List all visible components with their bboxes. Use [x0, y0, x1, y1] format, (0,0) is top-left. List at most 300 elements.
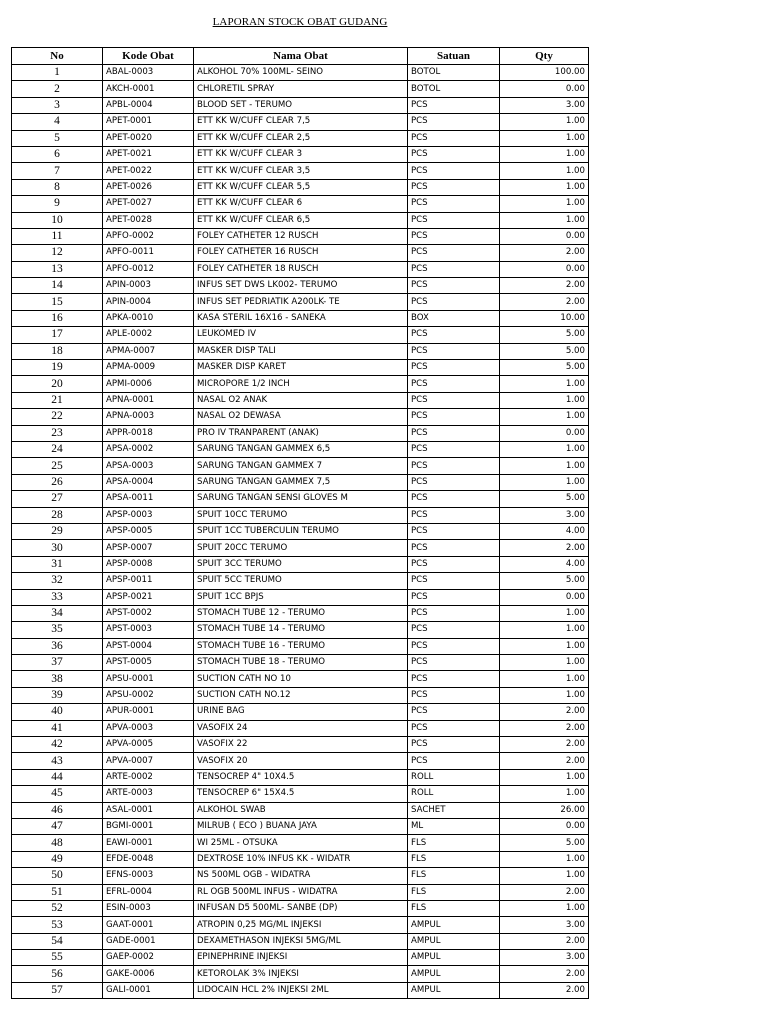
- cell-nama-obat: ETT KK W/CUFF CLEAR 6,5: [194, 212, 408, 228]
- cell-no: 56: [12, 966, 103, 982]
- cell-no: 23: [12, 425, 103, 441]
- cell-no: 48: [12, 835, 103, 851]
- cell-satuan: PCS: [408, 687, 500, 703]
- table-row: [12, 851, 589, 867]
- cell-satuan: FLS: [408, 868, 500, 884]
- cell-nama-obat: MICROPORE 1/2 INCH: [194, 376, 408, 392]
- cell-no: 3: [12, 97, 103, 113]
- cell-nama-obat: NASAL O2 DEWASA: [194, 409, 408, 425]
- table-row: [12, 933, 589, 949]
- cell-qty: 1.00: [500, 786, 589, 802]
- table-row: [12, 278, 589, 294]
- cell-nama-obat: WI 25ML - OTSUKA: [194, 835, 408, 851]
- table-row: [12, 163, 589, 179]
- cell-no: 49: [12, 851, 103, 867]
- cell-kode-obat: APET-0028: [103, 212, 194, 228]
- cell-kode-obat: APET-0020: [103, 130, 194, 146]
- cell-kode-obat: APET-0022: [103, 163, 194, 179]
- cell-nama-obat: VASOFIX 22: [194, 737, 408, 753]
- cell-kode-obat: APNA-0003: [103, 409, 194, 425]
- cell-satuan: PCS: [408, 523, 500, 539]
- cell-no: 17: [12, 327, 103, 343]
- cell-nama-obat: ETT KK W/CUFF CLEAR 7,5: [194, 114, 408, 130]
- table-row: [12, 769, 589, 785]
- cell-nama-obat: BLOOD SET - TERUMO: [194, 97, 408, 113]
- table-row: [12, 458, 589, 474]
- cell-qty: 0.00: [500, 228, 589, 244]
- cell-satuan: PCS: [408, 360, 500, 376]
- cell-qty: 2.00: [500, 704, 589, 720]
- cell-no: 20: [12, 376, 103, 392]
- cell-kode-obat: EFDE-0048: [103, 851, 194, 867]
- cell-qty: 1.00: [500, 638, 589, 654]
- table-row: [12, 491, 589, 507]
- cell-qty: 1.00: [500, 130, 589, 146]
- cell-no: 36: [12, 638, 103, 654]
- cell-qty: 1.00: [500, 769, 589, 785]
- cell-satuan: ML: [408, 818, 500, 834]
- cell-satuan: PCS: [408, 261, 500, 277]
- cell-satuan: PCS: [408, 278, 500, 294]
- cell-nama-obat: LIDOCAIN HCL 2% INJEKSI 2ML: [194, 982, 408, 998]
- cell-satuan: FLS: [408, 884, 500, 900]
- cell-satuan: BOTOL: [408, 65, 500, 81]
- cell-satuan: PCS: [408, 245, 500, 261]
- cell-no: 55: [12, 950, 103, 966]
- table-row: [12, 196, 589, 212]
- cell-satuan: PCS: [408, 130, 500, 146]
- cell-satuan: AMPUL: [408, 933, 500, 949]
- cell-kode-obat: APSP-0007: [103, 540, 194, 556]
- cell-kode-obat: APKA-0010: [103, 310, 194, 326]
- table-row: [12, 114, 589, 130]
- cell-kode-obat: APSP-0005: [103, 523, 194, 539]
- cell-nama-obat: ETT KK W/CUFF CLEAR 5,5: [194, 179, 408, 195]
- cell-kode-obat: APSP-0021: [103, 589, 194, 605]
- cell-qty: 1.00: [500, 458, 589, 474]
- table-row: [12, 884, 589, 900]
- cell-qty: 2.00: [500, 294, 589, 310]
- cell-kode-obat: ARTE-0003: [103, 786, 194, 802]
- table-row: [12, 802, 589, 818]
- cell-nama-obat: DEXAMETHASON INJEKSI 5MG/ML: [194, 933, 408, 949]
- cell-no: 24: [12, 441, 103, 457]
- cell-qty: 0.00: [500, 81, 589, 97]
- cell-kode-obat: APSA-0002: [103, 441, 194, 457]
- table-row: [12, 671, 589, 687]
- table-row: [12, 392, 589, 408]
- cell-no: 28: [12, 507, 103, 523]
- cell-nama-obat: ETT KK W/CUFF CLEAR 2,5: [194, 130, 408, 146]
- table-row: [12, 540, 589, 556]
- cell-qty: 1.00: [500, 179, 589, 195]
- cell-kode-obat: APIN-0004: [103, 294, 194, 310]
- table-row: [12, 81, 589, 97]
- cell-kode-obat: APET-0026: [103, 179, 194, 195]
- table-row: [12, 605, 589, 621]
- cell-nama-obat: MASKER DISP KARET: [194, 360, 408, 376]
- table-row: [12, 737, 589, 753]
- table-row: [12, 507, 589, 523]
- cell-qty: 1.00: [500, 655, 589, 671]
- header-satuan: Satuan: [408, 48, 500, 65]
- cell-satuan: FLS: [408, 900, 500, 916]
- table-row: [12, 622, 589, 638]
- cell-qty: 1.00: [500, 376, 589, 392]
- cell-qty: 5.00: [500, 835, 589, 851]
- stock-table: [11, 47, 589, 999]
- table-row: [12, 556, 589, 572]
- cell-kode-obat: APUR-0001: [103, 704, 194, 720]
- cell-nama-obat: TENSOCREP 6" 15X4.5: [194, 786, 408, 802]
- cell-satuan: PCS: [408, 114, 500, 130]
- report-title: LAPORAN STOCK OBAT GUDANG: [212, 16, 388, 28]
- cell-no: 18: [12, 343, 103, 359]
- cell-no: 7: [12, 163, 103, 179]
- cell-qty: 4.00: [500, 523, 589, 539]
- cell-kode-obat: APSP-0003: [103, 507, 194, 523]
- cell-no: 29: [12, 523, 103, 539]
- table-row: [12, 409, 589, 425]
- cell-kode-obat: ARTE-0002: [103, 769, 194, 785]
- cell-no: 26: [12, 474, 103, 490]
- cell-kode-obat: APSU-0001: [103, 671, 194, 687]
- cell-qty: 3.00: [500, 97, 589, 113]
- cell-qty: 0.00: [500, 589, 589, 605]
- cell-nama-obat: SPUIT 20CC TERUMO: [194, 540, 408, 556]
- cell-qty: 1.00: [500, 146, 589, 162]
- table-header-row: [12, 48, 589, 65]
- table-row: [12, 261, 589, 277]
- cell-qty: 2.00: [500, 278, 589, 294]
- cell-no: 19: [12, 360, 103, 376]
- cell-nama-obat: ETT KK W/CUFF CLEAR 3,5: [194, 163, 408, 179]
- cell-nama-obat: ATROPIN 0,25 MG/ML INJEKSI: [194, 917, 408, 933]
- cell-satuan: PCS: [408, 605, 500, 621]
- cell-no: 33: [12, 589, 103, 605]
- cell-satuan: PCS: [408, 540, 500, 556]
- cell-no: 1: [12, 65, 103, 81]
- cell-kode-obat: GAEP-0002: [103, 950, 194, 966]
- cell-kode-obat: APBL-0004: [103, 97, 194, 113]
- table-row: [12, 360, 589, 376]
- cell-satuan: PCS: [408, 704, 500, 720]
- cell-satuan: PCS: [408, 573, 500, 589]
- cell-satuan: PCS: [408, 491, 500, 507]
- cell-satuan: PCS: [408, 343, 500, 359]
- cell-no: 2: [12, 81, 103, 97]
- table-row: [12, 966, 589, 982]
- cell-satuan: PCS: [408, 589, 500, 605]
- header-no: No: [12, 48, 103, 65]
- table-row: [12, 228, 589, 244]
- cell-qty: 2.00: [500, 753, 589, 769]
- cell-kode-obat: APST-0002: [103, 605, 194, 621]
- cell-satuan: PCS: [408, 179, 500, 195]
- table-row: [12, 982, 589, 998]
- cell-qty: 1.00: [500, 392, 589, 408]
- table-row: [12, 146, 589, 162]
- table-row: [12, 638, 589, 654]
- table-row: [12, 97, 589, 113]
- cell-no: 10: [12, 212, 103, 228]
- cell-satuan: PCS: [408, 638, 500, 654]
- cell-qty: 3.00: [500, 950, 589, 966]
- cell-nama-obat: STOMACH TUBE 14 - TERUMO: [194, 622, 408, 638]
- cell-no: 4: [12, 114, 103, 130]
- table-row: [12, 917, 589, 933]
- cell-kode-obat: APVA-0007: [103, 753, 194, 769]
- cell-kode-obat: AKCH-0001: [103, 81, 194, 97]
- header-kode-obat: Kode Obat: [103, 48, 194, 65]
- cell-kode-obat: APSA-0004: [103, 474, 194, 490]
- cell-satuan: SACHET: [408, 802, 500, 818]
- cell-kode-obat: ABAL-0003: [103, 65, 194, 81]
- cell-nama-obat: NASAL O2 ANAK: [194, 392, 408, 408]
- cell-satuan: PCS: [408, 753, 500, 769]
- cell-satuan: PCS: [408, 655, 500, 671]
- cell-no: 41: [12, 720, 103, 736]
- cell-qty: 1.00: [500, 409, 589, 425]
- cell-qty: 0.00: [500, 818, 589, 834]
- cell-nama-obat: SPUIT 1CC BPJS: [194, 589, 408, 605]
- cell-qty: 100.00: [500, 65, 589, 81]
- table-row: [12, 868, 589, 884]
- cell-no: 38: [12, 671, 103, 687]
- cell-qty: 5.00: [500, 360, 589, 376]
- cell-qty: 1.00: [500, 900, 589, 916]
- cell-qty: 1.00: [500, 212, 589, 228]
- table-row: [12, 65, 589, 81]
- cell-qty: 2.00: [500, 966, 589, 982]
- cell-qty: 3.00: [500, 917, 589, 933]
- cell-nama-obat: STOMACH TUBE 18 - TERUMO: [194, 655, 408, 671]
- cell-no: 52: [12, 900, 103, 916]
- cell-satuan: PCS: [408, 474, 500, 490]
- table-row: [12, 179, 589, 195]
- cell-nama-obat: ALKOHOL SWAB: [194, 802, 408, 818]
- cell-satuan: BOTOL: [408, 81, 500, 97]
- cell-kode-obat: APPR-0018: [103, 425, 194, 441]
- table-row: [12, 687, 589, 703]
- cell-qty: 10.00: [500, 310, 589, 326]
- table-row: [12, 441, 589, 457]
- table-row: [12, 310, 589, 326]
- cell-satuan: AMPUL: [408, 982, 500, 998]
- cell-qty: 5.00: [500, 343, 589, 359]
- cell-qty: 1.00: [500, 622, 589, 638]
- table-row: [12, 130, 589, 146]
- cell-nama-obat: MASKER DISP TALI: [194, 343, 408, 359]
- cell-nama-obat: INFUS SET PEDRIATIK A200LK- TE: [194, 294, 408, 310]
- cell-qty: 2.00: [500, 737, 589, 753]
- cell-nama-obat: SPUIT 3CC TERUMO: [194, 556, 408, 572]
- table-row: [12, 327, 589, 343]
- cell-qty: 0.00: [500, 425, 589, 441]
- table-row: [12, 753, 589, 769]
- cell-kode-obat: APST-0003: [103, 622, 194, 638]
- cell-satuan: FLS: [408, 851, 500, 867]
- cell-satuan: PCS: [408, 737, 500, 753]
- cell-no: 12: [12, 245, 103, 261]
- cell-satuan: PCS: [408, 622, 500, 638]
- cell-kode-obat: APST-0005: [103, 655, 194, 671]
- cell-kode-obat: APFO-0002: [103, 228, 194, 244]
- table-row: [12, 900, 589, 916]
- cell-satuan: PCS: [408, 97, 500, 113]
- cell-kode-obat: APSP-0011: [103, 573, 194, 589]
- table-row: [12, 950, 589, 966]
- cell-satuan: AMPUL: [408, 966, 500, 982]
- cell-satuan: PCS: [408, 507, 500, 523]
- cell-no: 47: [12, 818, 103, 834]
- cell-no: 31: [12, 556, 103, 572]
- cell-no: 37: [12, 655, 103, 671]
- cell-satuan: PCS: [408, 294, 500, 310]
- cell-satuan: ROLL: [408, 769, 500, 785]
- cell-kode-obat: ASAL-0001: [103, 802, 194, 818]
- cell-kode-obat: EFNS-0003: [103, 868, 194, 884]
- cell-qty: 5.00: [500, 491, 589, 507]
- cell-qty: 5.00: [500, 327, 589, 343]
- table-row: [12, 474, 589, 490]
- table-row: [12, 835, 589, 851]
- cell-no: 16: [12, 310, 103, 326]
- cell-kode-obat: APET-0027: [103, 196, 194, 212]
- table-row: [12, 573, 589, 589]
- cell-qty: 1.00: [500, 114, 589, 130]
- cell-qty: 2.00: [500, 982, 589, 998]
- cell-satuan: BOX: [408, 310, 500, 326]
- cell-satuan: PCS: [408, 212, 500, 228]
- cell-kode-obat: APFO-0011: [103, 245, 194, 261]
- cell-no: 54: [12, 933, 103, 949]
- table-row: [12, 704, 589, 720]
- cell-no: 25: [12, 458, 103, 474]
- cell-qty: 3.00: [500, 507, 589, 523]
- cell-no: 51: [12, 884, 103, 900]
- table-row: [12, 425, 589, 441]
- cell-nama-obat: KETOROLAK 3% INJEKSI: [194, 966, 408, 982]
- cell-kode-obat: GAAT-0001: [103, 917, 194, 933]
- cell-nama-obat: SPUIT 1CC TUBERCULIN TERUMO: [194, 523, 408, 539]
- cell-nama-obat: CHLORETIL SPRAY: [194, 81, 408, 97]
- cell-kode-obat: APSU-0002: [103, 687, 194, 703]
- cell-satuan: AMPUL: [408, 950, 500, 966]
- cell-satuan: PCS: [408, 409, 500, 425]
- cell-no: 44: [12, 769, 103, 785]
- cell-qty: 2.00: [500, 933, 589, 949]
- cell-nama-obat: ETT KK W/CUFF CLEAR 3: [194, 146, 408, 162]
- cell-satuan: PCS: [408, 458, 500, 474]
- table-row: [12, 655, 589, 671]
- cell-nama-obat: SARUNG TANGAN GAMMEX 6,5: [194, 441, 408, 457]
- cell-no: 32: [12, 573, 103, 589]
- cell-nama-obat: NS 500ML OGB - WIDATRA: [194, 868, 408, 884]
- cell-qty: 4.00: [500, 556, 589, 572]
- cell-kode-obat: APFO-0012: [103, 261, 194, 277]
- cell-qty: 26.00: [500, 802, 589, 818]
- cell-no: 34: [12, 605, 103, 621]
- cell-satuan: PCS: [408, 441, 500, 457]
- cell-no: 40: [12, 704, 103, 720]
- cell-satuan: PCS: [408, 196, 500, 212]
- cell-nama-obat: ALKOHOL 70% 100ML- SEINO: [194, 65, 408, 81]
- table-row: [12, 294, 589, 310]
- cell-no: 43: [12, 753, 103, 769]
- cell-nama-obat: TENSOCREP 4" 10X4.5: [194, 769, 408, 785]
- cell-no: 27: [12, 491, 103, 507]
- cell-qty: 1.00: [500, 851, 589, 867]
- cell-kode-obat: APSA-0011: [103, 491, 194, 507]
- cell-kode-obat: ESIN-0003: [103, 900, 194, 916]
- cell-satuan: PCS: [408, 327, 500, 343]
- cell-nama-obat: DEXTROSE 10% INFUS KK - WIDATR: [194, 851, 408, 867]
- cell-no: 39: [12, 687, 103, 703]
- cell-qty: 1.00: [500, 605, 589, 621]
- cell-kode-obat: EAWI-0001: [103, 835, 194, 851]
- cell-qty: 2.00: [500, 720, 589, 736]
- cell-satuan: PCS: [408, 146, 500, 162]
- cell-no: 9: [12, 196, 103, 212]
- cell-no: 8: [12, 179, 103, 195]
- table-row: [12, 245, 589, 261]
- table-row: [12, 212, 589, 228]
- cell-no: 35: [12, 622, 103, 638]
- cell-nama-obat: SUCTION CATH NO 10: [194, 671, 408, 687]
- cell-kode-obat: EFRL-0004: [103, 884, 194, 900]
- cell-kode-obat: APMA-0009: [103, 360, 194, 376]
- cell-kode-obat: APET-0021: [103, 146, 194, 162]
- cell-kode-obat: APLE-0002: [103, 327, 194, 343]
- cell-kode-obat: GAKE-0006: [103, 966, 194, 982]
- cell-nama-obat: FOLEY CATHETER 18 RUSCH: [194, 261, 408, 277]
- cell-nama-obat: MILRUB ( ECO ) BUANA JAYA: [194, 818, 408, 834]
- cell-nama-obat: LEUKOMED IV: [194, 327, 408, 343]
- table-row: [12, 589, 589, 605]
- cell-no: 30: [12, 540, 103, 556]
- cell-nama-obat: SPUIT 5CC TERUMO: [194, 573, 408, 589]
- cell-qty: 0.00: [500, 261, 589, 277]
- cell-satuan: AMPUL: [408, 917, 500, 933]
- cell-no: 6: [12, 146, 103, 162]
- cell-satuan: PCS: [408, 425, 500, 441]
- cell-no: 21: [12, 392, 103, 408]
- cell-nama-obat: KASA STERIL 16X16 - SANEKA: [194, 310, 408, 326]
- cell-qty: 1.00: [500, 196, 589, 212]
- cell-no: 46: [12, 802, 103, 818]
- cell-nama-obat: FOLEY CATHETER 12 RUSCH: [194, 228, 408, 244]
- cell-kode-obat: APMI-0006: [103, 376, 194, 392]
- cell-nama-obat: PRO IV TRANPARENT (ANAK): [194, 425, 408, 441]
- cell-kode-obat: GALI-0001: [103, 982, 194, 998]
- cell-no: 42: [12, 737, 103, 753]
- cell-kode-obat: APSP-0008: [103, 556, 194, 572]
- cell-nama-obat: INFUS SET DWS LK002- TERUMO: [194, 278, 408, 294]
- cell-no: 22: [12, 409, 103, 425]
- cell-satuan: PCS: [408, 163, 500, 179]
- cell-no: 5: [12, 130, 103, 146]
- cell-no: 57: [12, 982, 103, 998]
- cell-nama-obat: SUCTION CATH NO.12: [194, 687, 408, 703]
- cell-kode-obat: BGMI-0001: [103, 818, 194, 834]
- cell-no: 53: [12, 917, 103, 933]
- cell-qty: 1.00: [500, 671, 589, 687]
- cell-nama-obat: VASOFIX 24: [194, 720, 408, 736]
- cell-qty: 1.00: [500, 474, 589, 490]
- table-body: [12, 65, 589, 999]
- cell-qty: 1.00: [500, 868, 589, 884]
